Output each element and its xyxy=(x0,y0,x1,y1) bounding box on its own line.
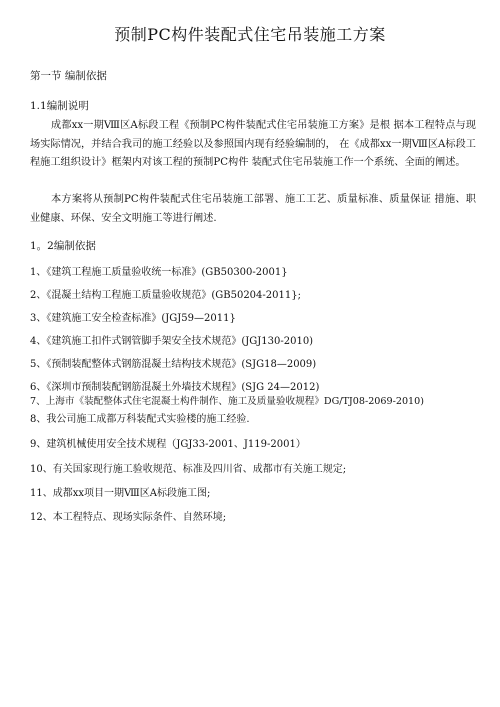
document-title: 预制PC构件装配式住宅吊装施工方案 xyxy=(114,25,386,44)
subsection-heading-2: 1。2编制依据 xyxy=(30,240,96,252)
subsection-heading-1: 1.1编制说明 xyxy=(30,100,89,112)
reference-item: 4、《建筑施工扣件式钢管脚手架安全技术规范》(JGJ130-2010) xyxy=(30,336,314,347)
reference-item: 10、有关国家现行施工验收规范、标准及四川省、成都市有关施工规定; xyxy=(30,464,347,475)
section-heading: 第一节 编制依据 xyxy=(30,70,107,82)
reference-item: 2、《混凝土结构工程施工质量验收规范》(GB50204-2011}; xyxy=(30,290,301,301)
paragraph-2: 本方案将从预制PC构件装配式住宅吊装施工部署、施工工艺、质量标准、质量保证 措施、职业健康、环保、安全文明施工等进行阐述. xyxy=(30,194,476,224)
reference-item: 1、《建筑工程施工质量验收统一标准》(GB50300-2001} xyxy=(30,267,288,278)
reference-item: 11、成都xx项目一期Ⅷ区A标段施工图; xyxy=(30,488,211,499)
reference-item: 12、本工程特点、现场实际条件、自然环境; xyxy=(30,512,227,523)
reference-item: 6、《深圳市预制装配钢筋混凝土外墙技术规程》(SJG 24—2012) xyxy=(30,382,320,393)
reference-item: 9、建筑机械使用安全技术规程（JGJ33-2001、J119-2001） xyxy=(30,439,306,450)
reference-item: 3、《建筑施工安全检查标准》(JGJ59—2011} xyxy=(30,313,236,324)
reference-item: 8、我公司施工成都万科装配式实验楼的施工经验. xyxy=(30,414,250,425)
paragraph-1: 成都xx一期Ⅷ区A标段工程《预制PC构件装配式住宅吊装施工方案》是根 据本工程特点与现场实际情况，并结合我司的施工经验以及参照国内现有经验编制的， 在《成都xx一期Ⅷ区A标段工程施工组织设计》框架内对该工程的预制PC构件 装配式住宅吊装施工作一个系统、全面的阐述。 xyxy=(30,120,476,168)
reference-item: 7、上海市《装配整体式住宅混凝土构件制作、施工及质量验收规程》DG/TJ08-2069-2010) xyxy=(30,396,425,407)
reference-item: 5、《预制装配整体式钢筋混凝土结构技术规范》(SJG18—2009) xyxy=(30,359,317,370)
